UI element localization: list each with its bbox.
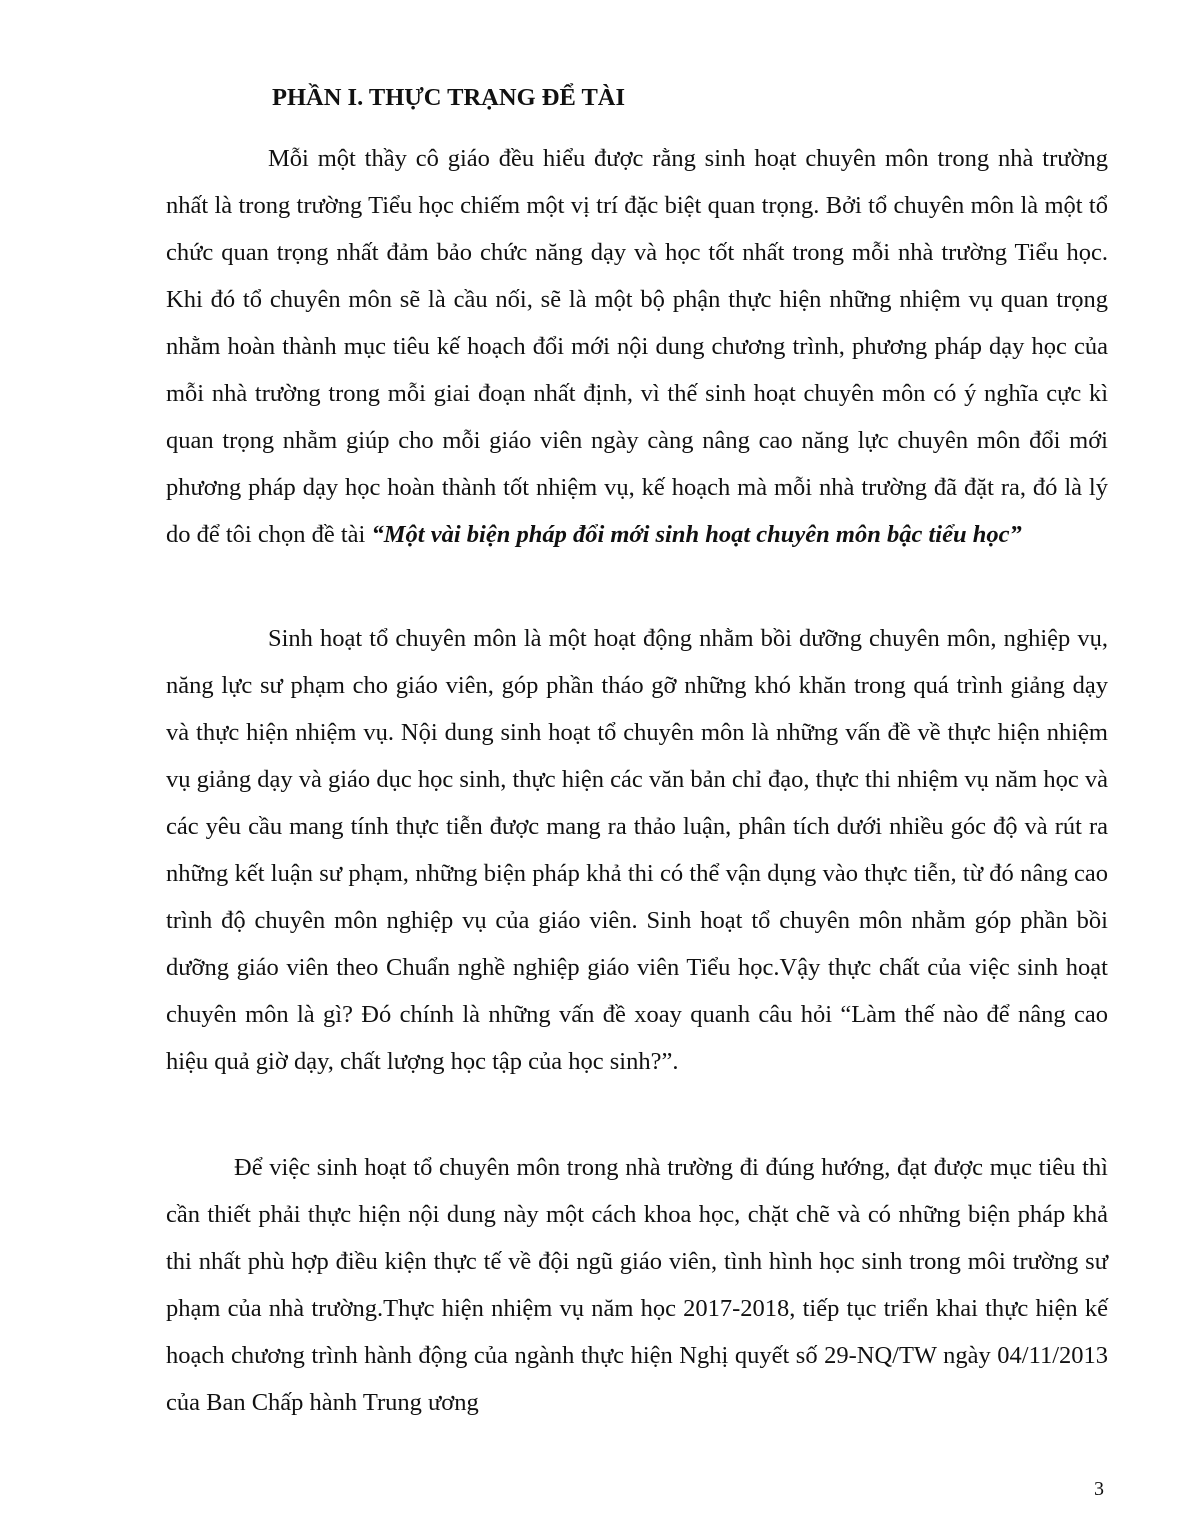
- paragraph-2: Sinh hoạt tổ chuyên môn là một hoạt động nhằm bồi dưỡng chuyên môn, nghiệp vụ, năng lực sư phạm cho giáo viên, góp phần tháo gỡ những khó khăn trong quá trình giảng dạy và thực hiện nhiệm vụ. Nội dung sinh hoạt tổ chuyên môn là những vấn đề về thực hiện nhiệm vụ giảng dạy và giáo dục học sinh, thực hiện các văn bản chỉ đạo, thực thi nhiệm vụ năm học và các yêu cầu mang tính thực tiễn được mang ra thảo luận, phân tích dưới nhiều góc độ và rút ra những kết luận sư phạm, những biện pháp khả thi có thể vận dụng vào thực tiễn, từ đó nâng cao trình độ chuyên môn nghiệp vụ của giáo viên. Sinh hoạt tổ chuyên môn nhằm góp phần bồi dưỡng giáo viên theo Chuẩn nghề nghiệp giáo viên Tiểu học.Vậy thực chất của việc sinh hoạt chuyên môn là gì? Đó chính là những vấn đề xoay quanh câu hỏi “Làm thế nào để nâng cao hiệu quả giờ dạy, chất lượng học tập của học sinh?”.: [166, 625, 1108, 1075]
- topic-title: “Một vài biện pháp đổi mới sinh hoạt chuyên môn bậc tiểu học”: [371, 521, 1022, 548]
- paragraph-3: Để việc sinh hoạt tổ chuyên môn trong nhà trường đi đúng hướng, đạt được mục tiêu thì cần thiết phải thực hiện nội dung này một cách khoa học, chặt chẽ và có những biện pháp khả thi nhất phù hợp điều kiện thực tế về đội ngũ giáo viên, tình hình học sinh trong môi trường sư phạm của nhà trường.Thực hiện nhiệm vụ năm học 2017-2018, tiếp tục triển khai thực hiện kế hoạch chương trình hành động của ngành thực hiện Nghị quyết số 29-NQ/TW ngày 04/11/2013 của Ban Chấp hành Trung ương: [166, 1154, 1108, 1416]
- section-heading: PHẦN I. THỰC TRẠNG ĐỂ TÀI: [272, 84, 626, 111]
- paragraph-1: [166, 135, 1108, 558]
- paragraph-1-text: Mỗi một thầy cô giáo đều hiểu được rằng sinh hoạt chuyên môn trong nhà trường nhất là trong trường Tiểu học chiếm một vị trí đặc biệt quan trọng. Bởi tổ chuyên môn là một tổ chức quan trọng nhất đảm bảo chức năng dạy và học tốt nhất trong mỗi nhà trường Tiểu học. Khi đó tổ chuyên môn sẽ là cầu nối, sẽ là một bộ phận thực hiện những nhiệm vụ quan trọng nhằm hoàn thành mục tiêu kế hoạch đổi mới nội dung chương trình, phương pháp dạy học của mỗi nhà trường trong mỗi giai đoạn nhất định, vì thế sinh hoạt chuyên môn có ý nghĩa cực kì quan trọng nhằm giúp cho mỗi giáo viên ngày càng nâng cao năng lực chuyên môn đổi mới phương pháp dạy học hoàn thành tốt nhiệm vụ, kế hoạch mà mỗi nhà trường đã đặt ra, đó là lý do để tôi chọn đề tài: [166, 145, 1108, 548]
- page-number: 3: [1094, 1478, 1104, 1500]
